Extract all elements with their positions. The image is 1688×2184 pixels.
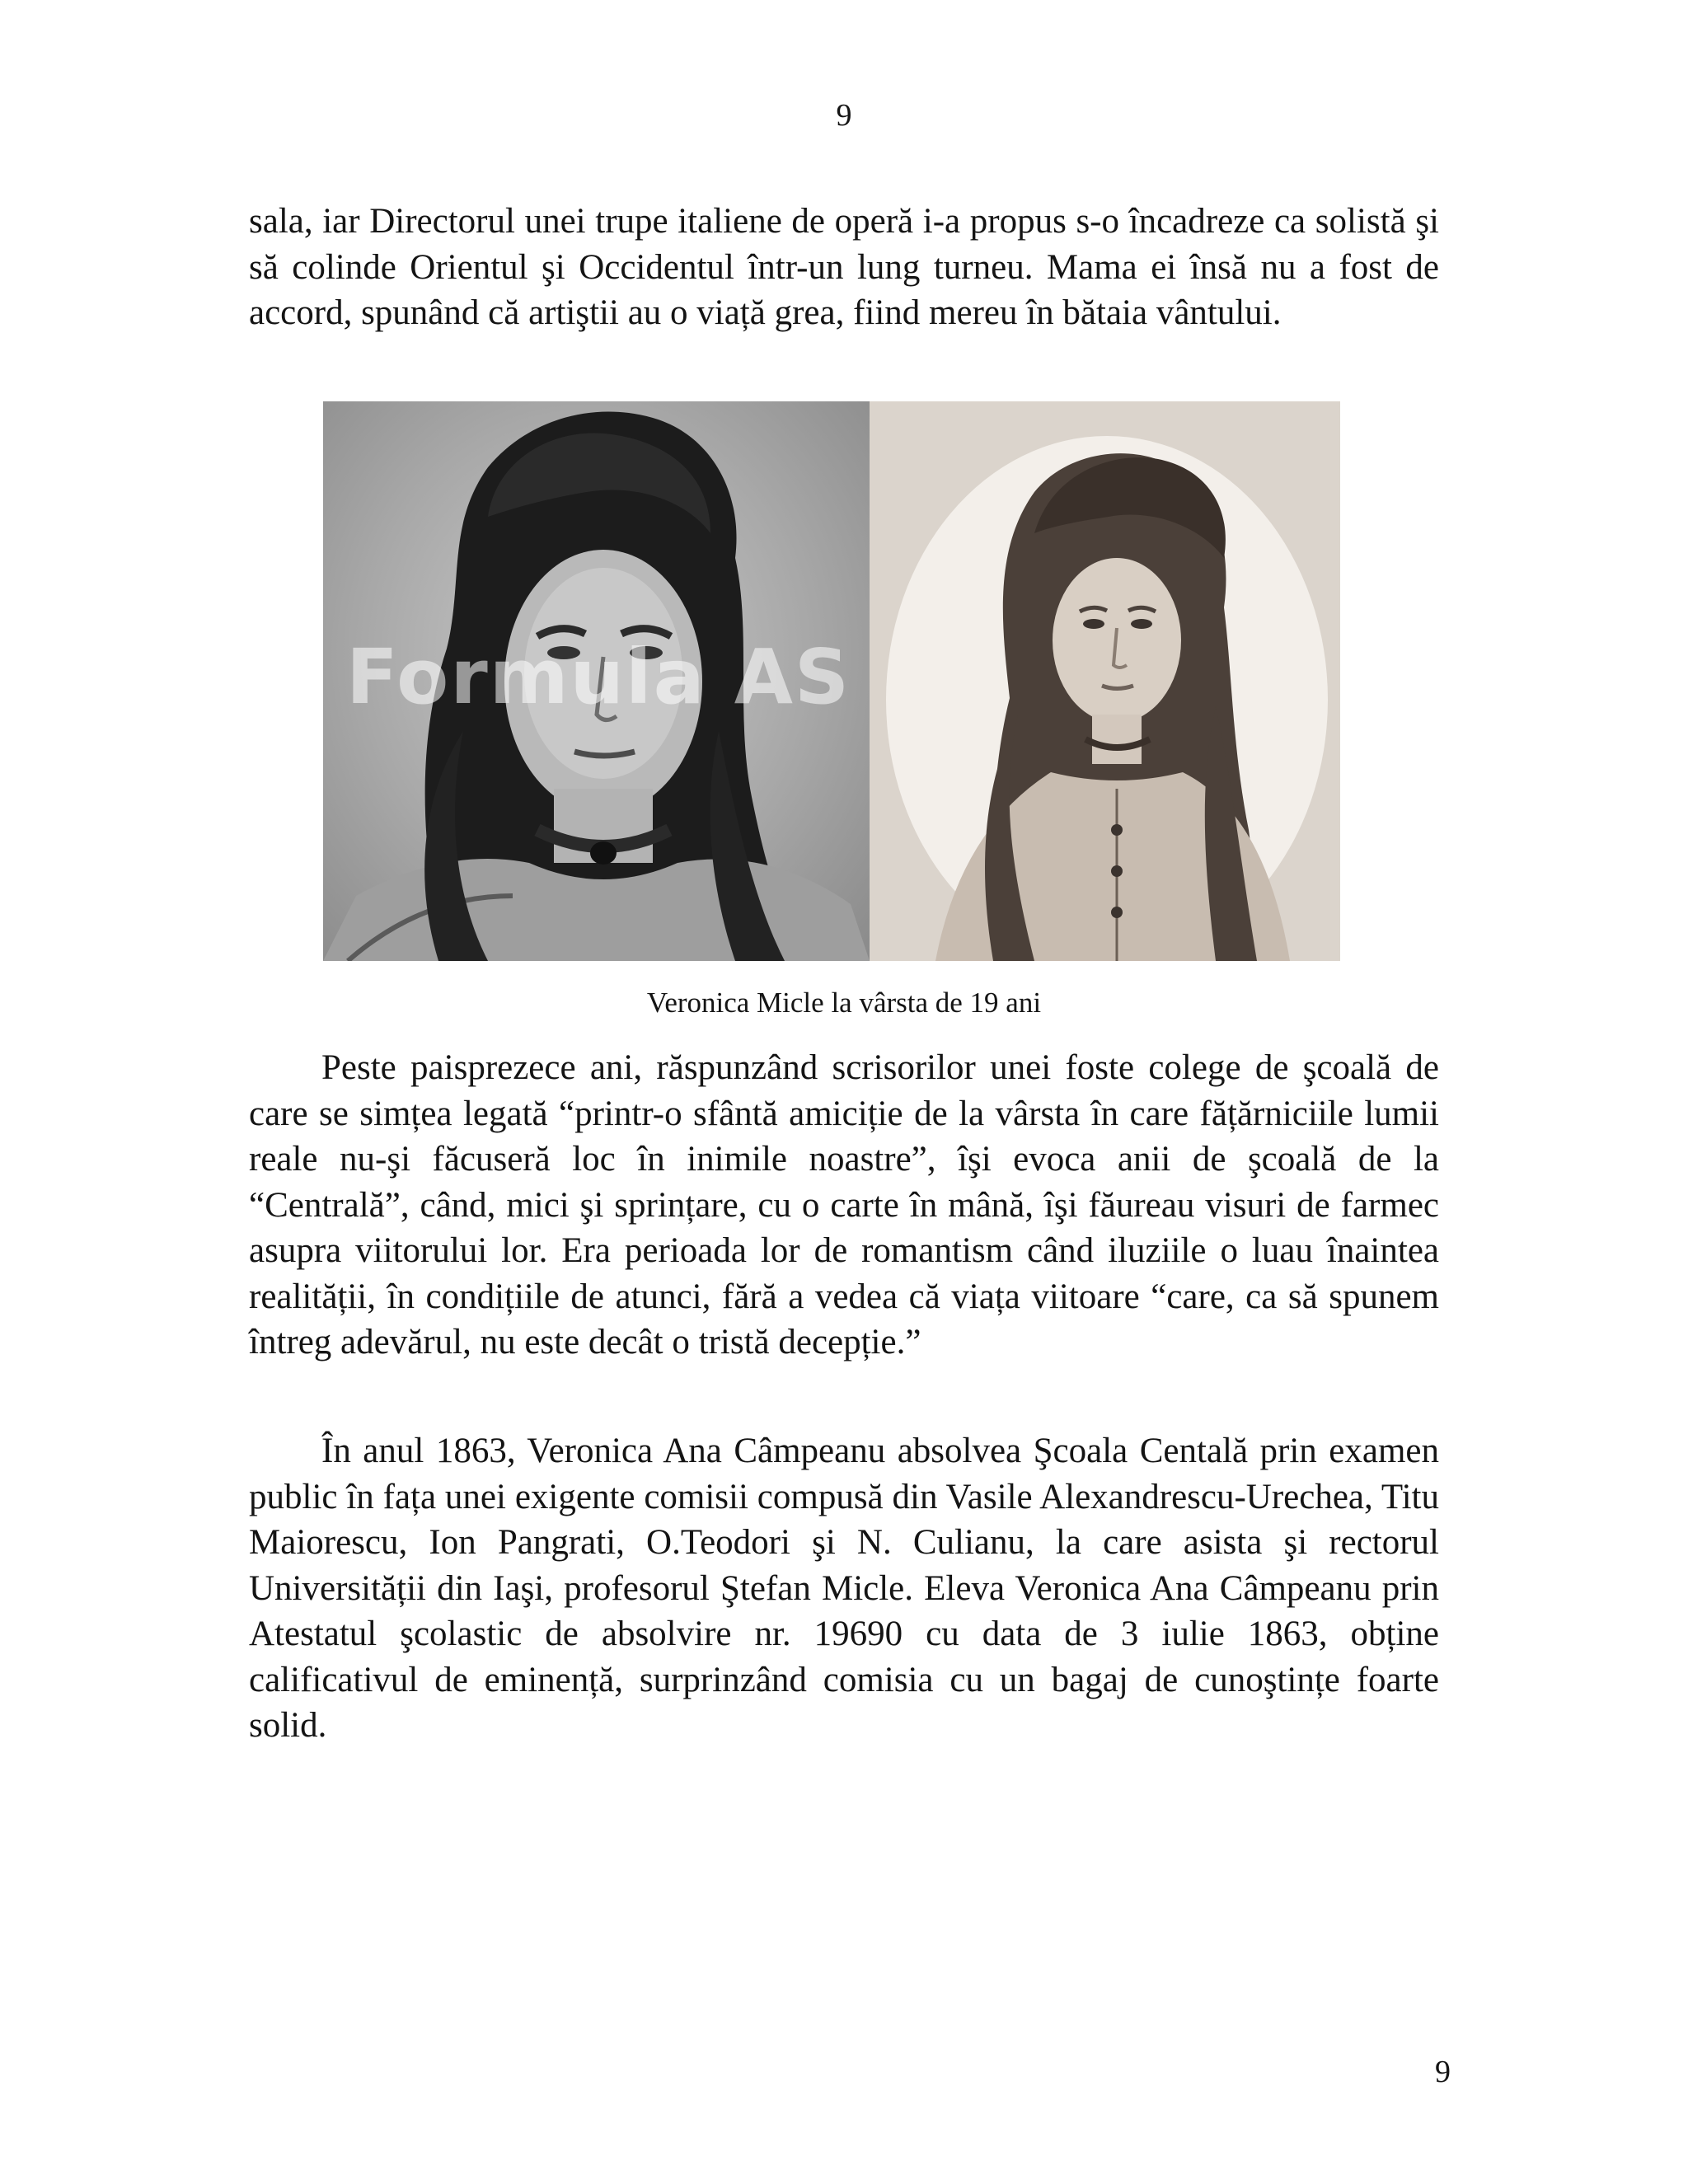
figure-caption: Veronica Micle la vârsta de 19 ani — [646, 987, 1042, 1019]
paragraph-3: În anul 1863, Veronica Ana Câmpeanu absolvea Şcoala Centală prin examen public în fața unei exigente comisii compusă din Vasile Alexandrescu-Urechea, Titu Maiorescu, Ion Pangrati, O.Teodori şi N. Culianu, la care asista şi rectorul Universității din Iaşi, profesorul Ştefan Micle. Eleva Veronica Ana Câmpeanu prin Atestatul şcolastic de absolvire nr. 19690 cu data de 3 iulie 1863, obține calificativul de eminență, surprinzând comisia cu un bagaj de cunoştințe foarte solid. — [249, 1432, 1439, 1745]
portrait-photo-left — [323, 401, 870, 961]
paragraph-1: sala, iar Directorul unei trupe italiene de operă i-a propus s-o încadreze ca solistă şi să colinde Orientul şi Occidentul într-un lung turneu. Mama ei însă nu a fost de accord, spunând că artiştii au o viață grea, fiind mereu în bătaia vântului. — [249, 202, 1439, 332]
page-number-bottom: 9 — [1435, 2055, 1451, 2089]
page-number-top: 9 — [836, 98, 852, 133]
paragraph-2: Peste paisprezece ani, răspunzând scrisorilor unei foste colege de şcoală de care se simțea legată “printr-o sfântă amiciție de la vârsta în care fățărniciile lumii reale nu-şi făcuseră loc în inimile noastre”, îşi evoca anii de şcoală de la “Centrală”, când, mici şi sprințare, cu o carte în mână, îşi făureau visuri de farmec asupra viitorului lor. Era perioada lor de romantism când iluziile o luau înaintea realității, în condițiile de atunci, fără a vedea că viața viitoare “care, ca să spunem întreg adevărul, nu este decât o tristă decepție.” — [249, 1048, 1439, 1361]
portrait-photo-right — [870, 401, 1340, 961]
watermark-text: Formula AS — [346, 633, 851, 721]
